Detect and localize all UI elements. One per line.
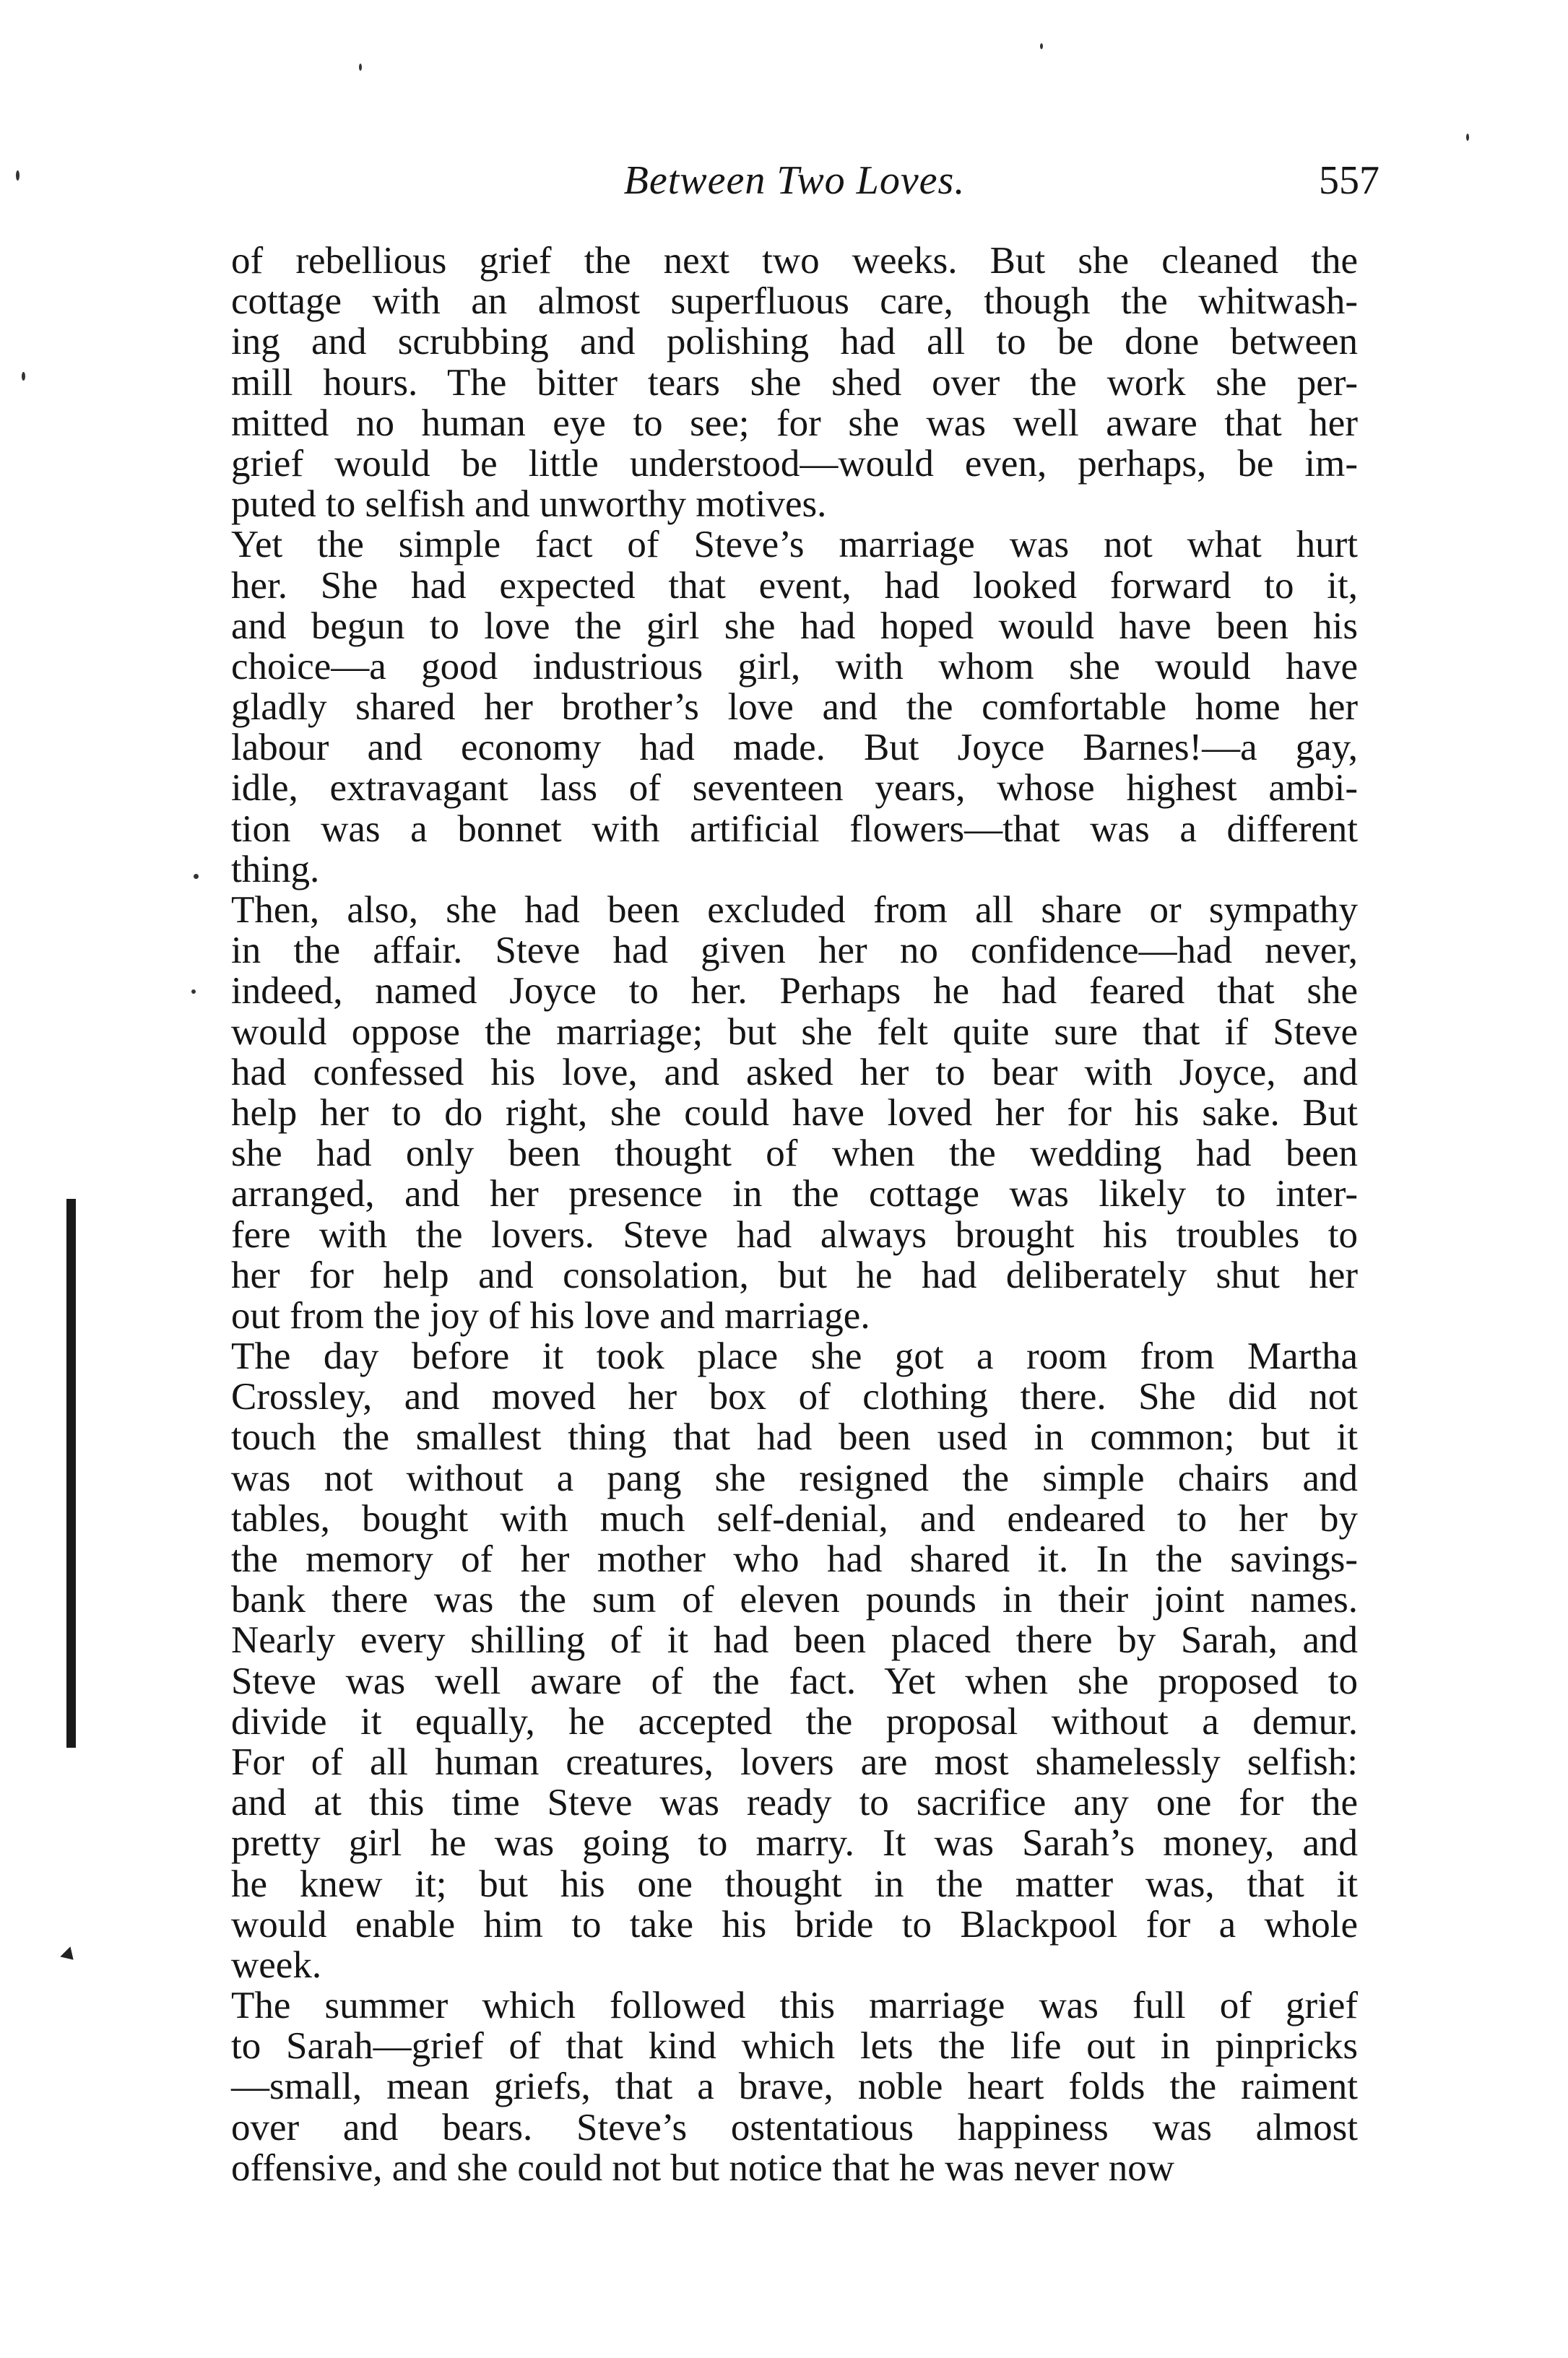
text-line: ing and scrubbing and polishing had all to be done between (231, 321, 1358, 363)
text-line: offensive, and she could not but notice that he was never now (231, 2146, 1175, 2189)
text-line: and at this time Steve was ready to sacrifice any one for the (231, 1782, 1358, 1824)
text-line: week. (231, 1943, 322, 1986)
running-title: Between Two Loves. (623, 158, 966, 203)
text-line: he knew it; but his one thought in the matter was, that it (231, 1863, 1358, 1905)
text-line: out from the joy of his love and marriage. (231, 1294, 870, 1337)
text-line: tables, bought with much self-denial, and endeared to her by (231, 1497, 1358, 1540)
text-line: indeed, named Joyce to her. Perhaps he had feared that she (231, 970, 1358, 1013)
paragraph (231, 524, 1358, 890)
text-line: labour and economy had made. But Joyce Barnes!—a gay, (231, 727, 1358, 769)
text-line: pretty girl he was going to marry. It was Sarah’s money, and (231, 1822, 1358, 1865)
text-line: gladly shared her brother’s love and the comfortable home her (231, 686, 1358, 729)
text-line: The day before it took place she got a room from Martha (231, 1335, 1358, 1378)
text-line: Crossley, and moved her box of clothing there. She did not (231, 1376, 1358, 1418)
text-line: of rebellious grief the next two weeks. But she cleaned the (231, 240, 1358, 282)
text-line: Nearly every shilling of it had been placed there by Sarah, and (231, 1619, 1358, 1662)
text-line: idle, extravagant lass of seventeen years, whose highest ambi- (231, 767, 1358, 810)
text-line: arranged, and her presence in the cottage was likely to inter- (231, 1173, 1358, 1215)
text-line: to Sarah—grief of that kind which lets the life out in pinpricks (231, 2025, 1358, 2068)
text-line: choice—a good industrious girl, with whom she would have (231, 645, 1358, 688)
scan-speck (191, 989, 196, 994)
text-line: over and bears. Steve’s ostentatious happiness was almost (231, 2106, 1358, 2149)
text-line: touch the smallest thing that had been used in common; but it (231, 1416, 1358, 1459)
text-line: cottage with an almost superfluous care, though the whitwash- (231, 280, 1358, 323)
text-line: mitted no human eye to see; for she was well aware that her (231, 402, 1358, 444)
page-number: 557 (1319, 158, 1379, 203)
text-line: she had only been thought of when the wedding had been (231, 1132, 1358, 1175)
text-line: Then, also, she had been excluded from all share or sympathy (231, 889, 1358, 931)
scan-speck (22, 372, 25, 381)
text-line: was not without a pang she resigned the simple chairs and (231, 1457, 1358, 1499)
text-line: would oppose the marriage; but she felt quite sure that if Steve (231, 1010, 1358, 1053)
text-line: would enable him to take his bride to Blackpool for a whole (231, 1903, 1358, 1946)
text-line: divide it equally, he accepted the proposal without a demur. (231, 1700, 1358, 1743)
running-header (231, 152, 1379, 209)
text-line: The summer which followed this marriage was full of grief (231, 1985, 1358, 2027)
text-line: For of all human creatures, lovers are most shamelessly selfish: (231, 1741, 1358, 1783)
text-line: puted to selfish and unworthy motives. (231, 483, 827, 526)
text-line: —small, mean griefs, that a brave, noble heart folds the raiment (231, 2066, 1358, 2108)
scan-speck (16, 170, 20, 181)
paragraph (231, 240, 1358, 524)
text-line: thing. (231, 848, 320, 890)
scan-speck (1040, 43, 1043, 49)
text-line: her. She had expected that event, had looked forward to it, (231, 564, 1358, 607)
paragraph (231, 1336, 1358, 1985)
text-line: bank there was the sum of eleven pounds in their joint names. (231, 1579, 1358, 1621)
body-text (231, 240, 1358, 2188)
text-line: the memory of her mother who had shared it. In the savings- (231, 1538, 1358, 1580)
text-line: and begun to love the girl she had hoped would have been his (231, 604, 1358, 647)
paragraph (231, 890, 1358, 1336)
text-line: mill hours. The bitter tears she shed over the work she per- (231, 361, 1358, 404)
margin-bar-mark (66, 1199, 76, 1748)
text-line: had confessed his love, and asked her to bear with Joyce, and (231, 1051, 1358, 1093)
scan-speck (359, 64, 362, 71)
text-line: Yet the simple fact of Steve’s marriage was not what hurt (231, 524, 1358, 566)
scan-speck (1466, 134, 1469, 141)
scan-speck (194, 874, 199, 879)
paragraph (231, 1985, 1358, 2188)
text-line: her for help and consolation, but he had deliberately shut her (231, 1254, 1358, 1296)
text-line: fere with the lovers. Steve had always brought his troubles to (231, 1213, 1358, 1256)
margin-arrow-mark (60, 1946, 78, 1964)
text-line: tion was a bonnet with artificial flowers—that was a different (231, 807, 1358, 850)
text-line: help her to do right, she could have loved her for his sake. But (231, 1091, 1358, 1134)
text-line: Steve was well aware of the fact. Yet when she proposed to (231, 1660, 1358, 1702)
text-line: in the affair. Steve had given her no confidence—had never, (231, 929, 1358, 972)
text-line: grief would be little understood—would even, perhaps, be im- (231, 442, 1358, 485)
